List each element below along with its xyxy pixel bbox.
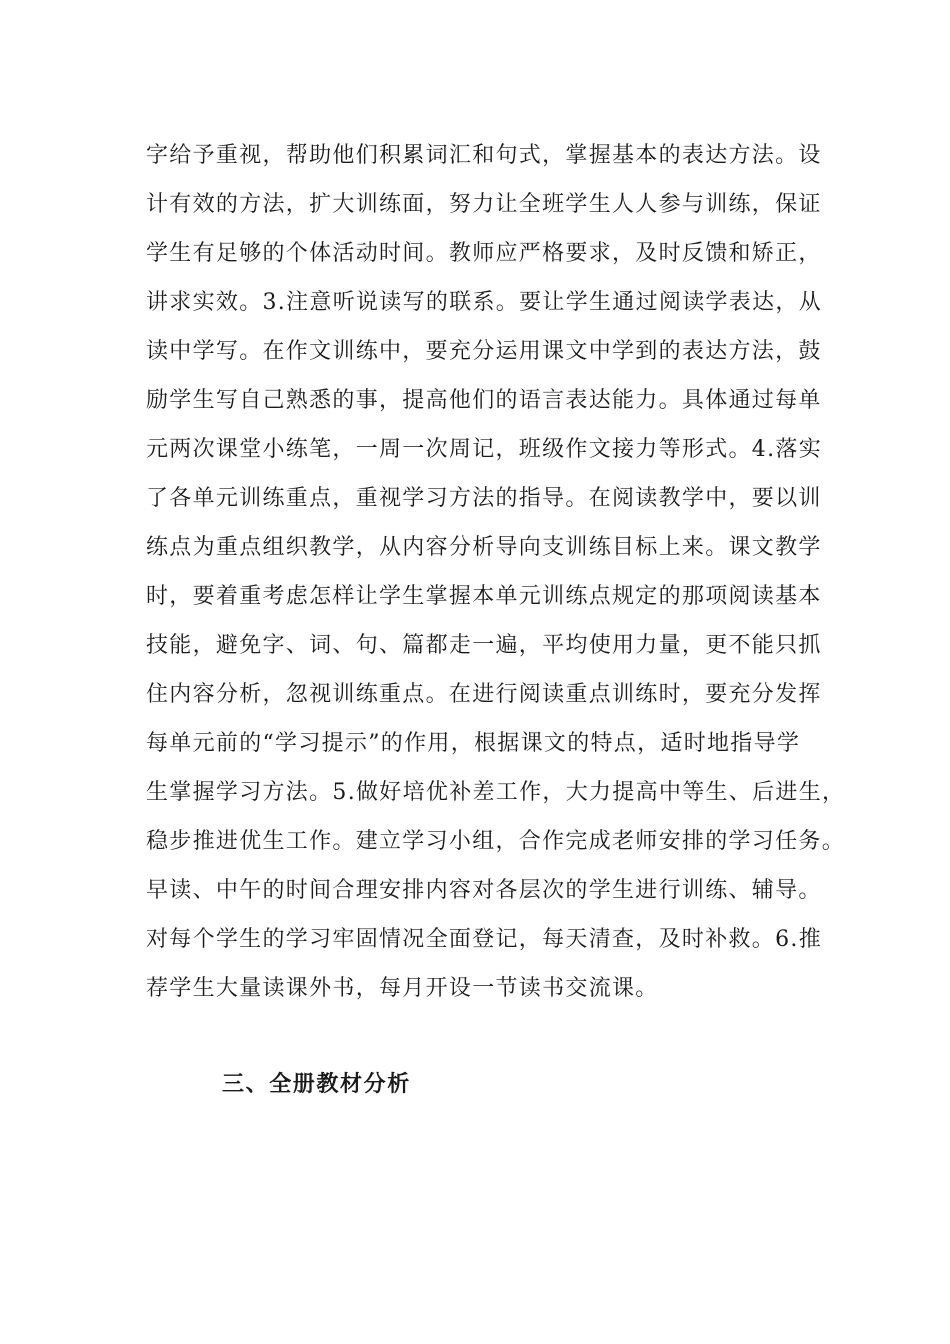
text-line: 稳步推进优生工作。建立学习小组，合作完成老师安排的学习任务。 <box>146 829 846 854</box>
text-line: 荐学生大量读课外书，每月开设一节读书交流课。 <box>146 976 659 1001</box>
text-line: 计有效的方法，扩大训练面，努力让全班学生人人参与训练，保证 <box>146 192 822 217</box>
text-line: 技能，避免字、词、句、篇都走一遍，平均使用力量，更不能只抓 <box>146 633 822 658</box>
text-line: 对每个学生的学习牢固情况全面登记，每天清查，及时补救。6.推 <box>146 927 822 952</box>
text-line: 住内容分析，忽视训练重点。在进行阅读重点训练时，要充分发挥 <box>146 682 822 707</box>
text-line: 生掌握学习方法。5.做好培优补差工作，大力提高中等生、后进生， <box>146 780 846 805</box>
section-heading: 三、全册教材分析 <box>222 1072 411 1097</box>
text-line: 时，要着重考虑怎样让学生掌握本单元训练点规定的那项阅读基本 <box>146 584 822 609</box>
text-line: 读中学写。在作文训练中，要充分运用课文中学到的表达方法，鼓 <box>146 339 822 364</box>
text-line: 学生有足够的个体活动时间。教师应严格要求，及时反馈和矫正， <box>146 241 822 266</box>
text-line: 每单元前的“学习提示”的作用，根据课文的特点，适时地指导学 <box>146 731 801 756</box>
text-line: 元两次课堂小练笔，一周一次周记，班级作文接力等形式。4.落实 <box>146 437 822 462</box>
text-line: 早读、中午的时间合理安排内容对各层次的学生进行训练、辅导。 <box>146 878 822 903</box>
text-line: 练点为重点组织教学，从内容分析导向支训练目标上来。课文教学 <box>146 535 822 560</box>
text-line: 了各单元训练重点，重视学习方法的指导。在阅读教学中，要以训 <box>146 486 822 511</box>
body-paragraph <box>146 131 846 1013</box>
text-line: 励学生写自己熟悉的事，提高他们的语言表达能力。具体通过每单 <box>146 388 822 413</box>
text-line: 字给予重视，帮助他们积累词汇和句式，掌握基本的表达方法。设 <box>146 143 822 168</box>
text-line: 讲求实效。3.注意听说读写的联系。要让学生通过阅读学表达，从 <box>146 290 822 315</box>
